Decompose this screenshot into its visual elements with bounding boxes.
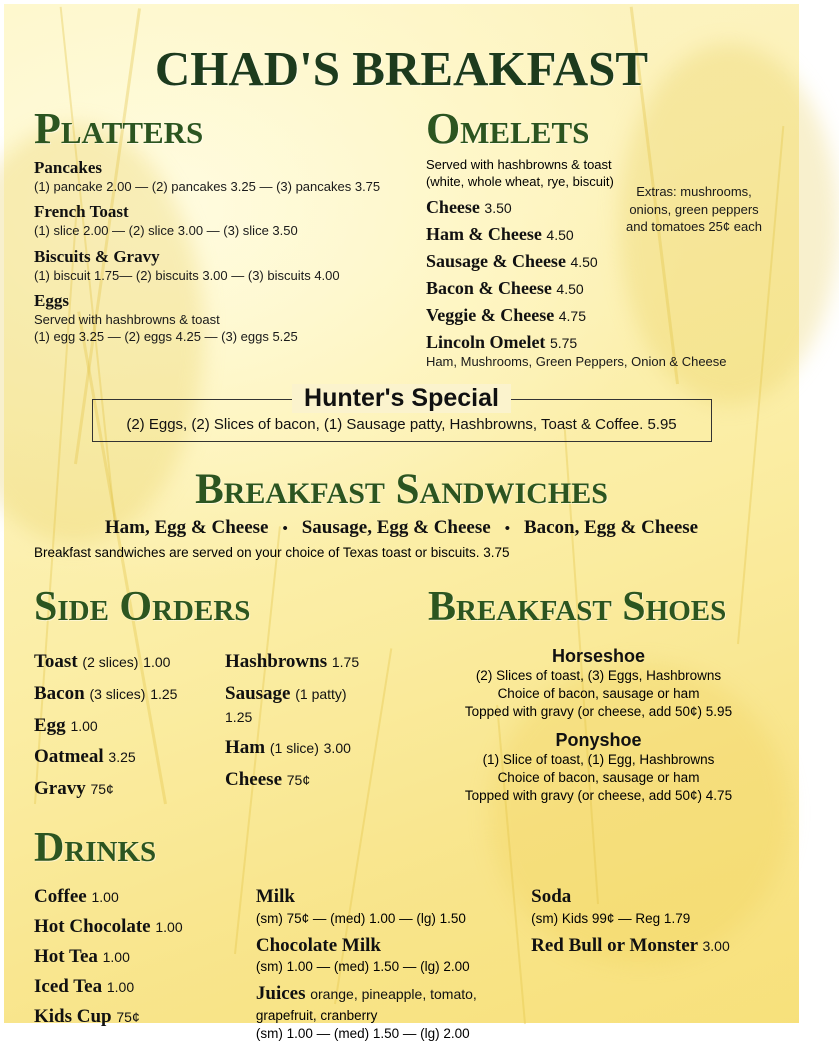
item-name: Coffee — [34, 886, 87, 908]
item-name: Veggie & Cheese — [425, 304, 555, 325]
menu-item — [34, 291, 402, 346]
item-detail: Ham, Mushrooms, Green Peppers, Onion & Cheese — [425, 353, 727, 369]
side-orders-section — [34, 586, 404, 805]
item-price: 5.75 — [549, 334, 578, 351]
breakfast-shoes-heading: Breakfast Shoes — [428, 584, 727, 631]
item-name: Iced Tea — [34, 975, 103, 997]
side-orders-heading: Side Orders — [34, 584, 251, 631]
drinks-column-3 — [531, 879, 769, 1043]
sandwiches-note: Breakfast sandwiches are served on your choice of Texas toast or biscuits. 3.75 — [34, 545, 510, 561]
breakfast-shoes-section — [428, 586, 769, 805]
item-name: Horseshoe — [551, 646, 646, 667]
item-name: Kids Cup — [34, 1005, 112, 1027]
item-detail-2: (sm) 1.00 — (med) 1.50 — (lg) 2.00 — [255, 1026, 470, 1042]
item-detail: (2) Slices of toast, (3) Eggs, Hashbrowns — [475, 668, 722, 684]
item-name: Hot Tea — [34, 945, 98, 967]
omelets-section — [425, 104, 769, 370]
item-detail-2: (1) egg 3.25 — (2) eggs 4.25 — (3) eggs 5.25 — [34, 329, 298, 344]
item-name: Soda — [531, 886, 572, 908]
menu-item — [426, 305, 769, 326]
item-name: Biscuits & Gravy — [34, 246, 160, 266]
item-name: Cheese — [425, 196, 480, 217]
item-price: 1.25 — [225, 708, 253, 725]
item-name: Ham & Cheese — [425, 223, 542, 244]
menu-item — [34, 202, 402, 239]
item-price: 4.50 — [556, 280, 584, 297]
item-detail: (1) Slice of toast, (1) Egg, Hashbrowns — [482, 751, 715, 767]
item-name: Milk — [255, 886, 295, 908]
sandwiches-section — [34, 468, 769, 560]
menu-item — [428, 730, 769, 806]
bullet-separator: • — [504, 521, 510, 538]
sandwich-item: Bacon, Egg & Cheese — [523, 517, 699, 539]
menu-item — [225, 651, 404, 674]
item-name-row — [256, 983, 513, 1006]
item-name: Bacon & Cheese — [425, 277, 552, 298]
sandwich-item: Ham, Egg & Cheese — [104, 517, 269, 539]
item-name: Sausage — [225, 682, 291, 704]
menu-item — [34, 1006, 238, 1029]
menu-item — [34, 916, 238, 939]
menu-item — [531, 886, 769, 927]
drinks-section — [34, 827, 769, 1043]
item-detail: Choice of bacon, sausage or ham — [497, 769, 700, 785]
item-detail: Topped with gravy (or cheese, add 50¢) 5.95 — [464, 704, 733, 720]
item-name: Pancakes — [34, 158, 102, 177]
item-price: 4.50 — [546, 226, 574, 243]
hunters-special-section — [92, 384, 712, 442]
item-name: Ponyshoe — [555, 729, 642, 750]
item-name: Gravy — [34, 778, 86, 800]
drinks-column-1 — [34, 879, 238, 1043]
menu-item — [426, 251, 769, 272]
menu-item — [426, 278, 769, 299]
item-price: 1.75 — [331, 654, 360, 671]
item-price: 3.25 — [108, 749, 136, 766]
item-name: French Toast — [34, 202, 129, 222]
omelets-note: Served with hashbrowns & toast (white, whole wheat, rye, biscuit) — [425, 157, 614, 189]
top-sections — [34, 104, 769, 370]
item-name: Bacon — [34, 682, 85, 704]
menu-item — [531, 935, 769, 958]
item-name: Toast — [34, 651, 78, 673]
item-qty: (1 patty) — [295, 685, 347, 702]
item-price: 1.00 — [91, 889, 119, 906]
menu-item — [34, 746, 209, 769]
menu-item — [34, 247, 402, 284]
item-detail-inline: orange, pineapple, tomato, — [310, 986, 477, 1003]
menu-item — [34, 976, 238, 999]
item-detail: (sm) Kids 99¢ — Reg 1.79 — [531, 911, 691, 927]
menu-item — [34, 158, 402, 195]
item-detail: Served with hashbrowns & toast — [34, 311, 220, 327]
menu-item — [34, 683, 209, 706]
item-price: 4.75 — [558, 307, 586, 324]
item-name: Red Bull or Monster — [531, 934, 698, 956]
item-detail: (1) biscuit 1.75— (2) biscuits 3.00 — (3) biscuits 4.00 — [34, 267, 340, 283]
menu-item — [34, 715, 209, 738]
menu-item — [34, 946, 238, 969]
item-qty: (3 slices) — [89, 685, 146, 702]
item-name: Eggs — [34, 290, 69, 310]
menu-item — [34, 886, 238, 909]
item-price: 3.50 — [484, 199, 512, 216]
item-detail: (sm) 1.00 — (med) 1.50 — (lg) 2.00 — [255, 959, 470, 975]
item-detail: Topped with gravy (or cheese, add 50¢) 4.75 — [464, 788, 733, 804]
platters-heading: Platters — [34, 104, 204, 153]
item-price: 1.00 — [70, 717, 98, 734]
menu-item — [225, 683, 404, 729]
menu-item — [225, 769, 404, 792]
item-qty: (2 slices) — [82, 654, 139, 671]
item-name: Hashbrowns — [225, 651, 328, 673]
menu-item — [256, 935, 513, 976]
item-price: 75¢ — [90, 781, 114, 798]
drinks-heading: Drinks — [34, 825, 157, 872]
item-detail: Choice of bacon, sausage or ham — [497, 686, 700, 702]
bullet-separator: • — [282, 521, 288, 538]
item-price: 3.00 — [323, 740, 351, 757]
item-price: 3.00 — [702, 937, 730, 954]
platters-section — [34, 104, 402, 370]
item-name: Egg — [34, 714, 66, 736]
item-name: Juices — [255, 983, 306, 1005]
item-price: 75¢ — [286, 772, 311, 789]
item-price: 1.00 — [102, 948, 130, 965]
item-price: 1.00 — [143, 654, 171, 671]
sides-and-shoes — [34, 586, 769, 805]
sandwich-item: Sausage, Egg & Cheese — [301, 517, 491, 539]
item-detail: (sm) 75¢ — (med) 1.00 — (lg) 1.50 — [255, 911, 466, 927]
item-price: 1.00 — [106, 978, 135, 995]
item-name: Lincoln Omelet — [425, 331, 546, 352]
item-price: 1.00 — [155, 919, 183, 936]
side-orders-column-2 — [225, 642, 404, 801]
omelets-extras: Extras: mushrooms, onions, green peppers and tomatoes 25¢ each — [626, 184, 762, 235]
item-name: Cheese — [225, 769, 282, 791]
sandwiches-heading: Breakfast Sandwiches — [195, 466, 608, 514]
menu-item — [256, 983, 513, 1043]
menu-item — [34, 778, 209, 801]
menu-item — [34, 651, 209, 674]
hunters-special-title: Hunter's Special — [292, 384, 511, 413]
side-orders-column-1 — [34, 642, 209, 801]
menu-item — [426, 332, 769, 353]
item-name: Sausage & Cheese — [425, 250, 566, 271]
menu-item — [225, 737, 404, 760]
item-detail: (1) slice 2.00 — (2) slice 3.00 — (3) slice 3.50 — [34, 223, 298, 239]
page-title: CHAD'S BREAKFAST — [154, 41, 649, 96]
item-price: 1.25 — [150, 685, 178, 702]
sandwiches-items — [34, 517, 769, 539]
item-detail: (1) pancake 2.00 — (2) pancakes 3.25 — (3) pancakes 3.75 — [34, 179, 381, 194]
menu-item — [428, 646, 769, 722]
item-name: Chocolate Milk — [255, 934, 381, 956]
drinks-column-2 — [256, 879, 513, 1043]
item-price: 75¢ — [116, 1008, 140, 1025]
omelets-heading: Omelets — [425, 104, 590, 153]
item-name: Oatmeal — [34, 746, 104, 768]
item-name: Hot Chocolate — [34, 916, 151, 938]
item-detail: grapefruit, cranberry — [255, 1007, 378, 1023]
menu-item — [256, 886, 513, 927]
item-name: Ham — [225, 737, 266, 759]
hunters-special-detail: (2) Eggs, (2) Slices of bacon, (1) Sausage patty, Hashbrowns, Toast & Coffee. 5.95 — [92, 399, 712, 442]
item-price: 4.50 — [570, 253, 598, 270]
item-qty: (1 slice) — [269, 740, 319, 757]
